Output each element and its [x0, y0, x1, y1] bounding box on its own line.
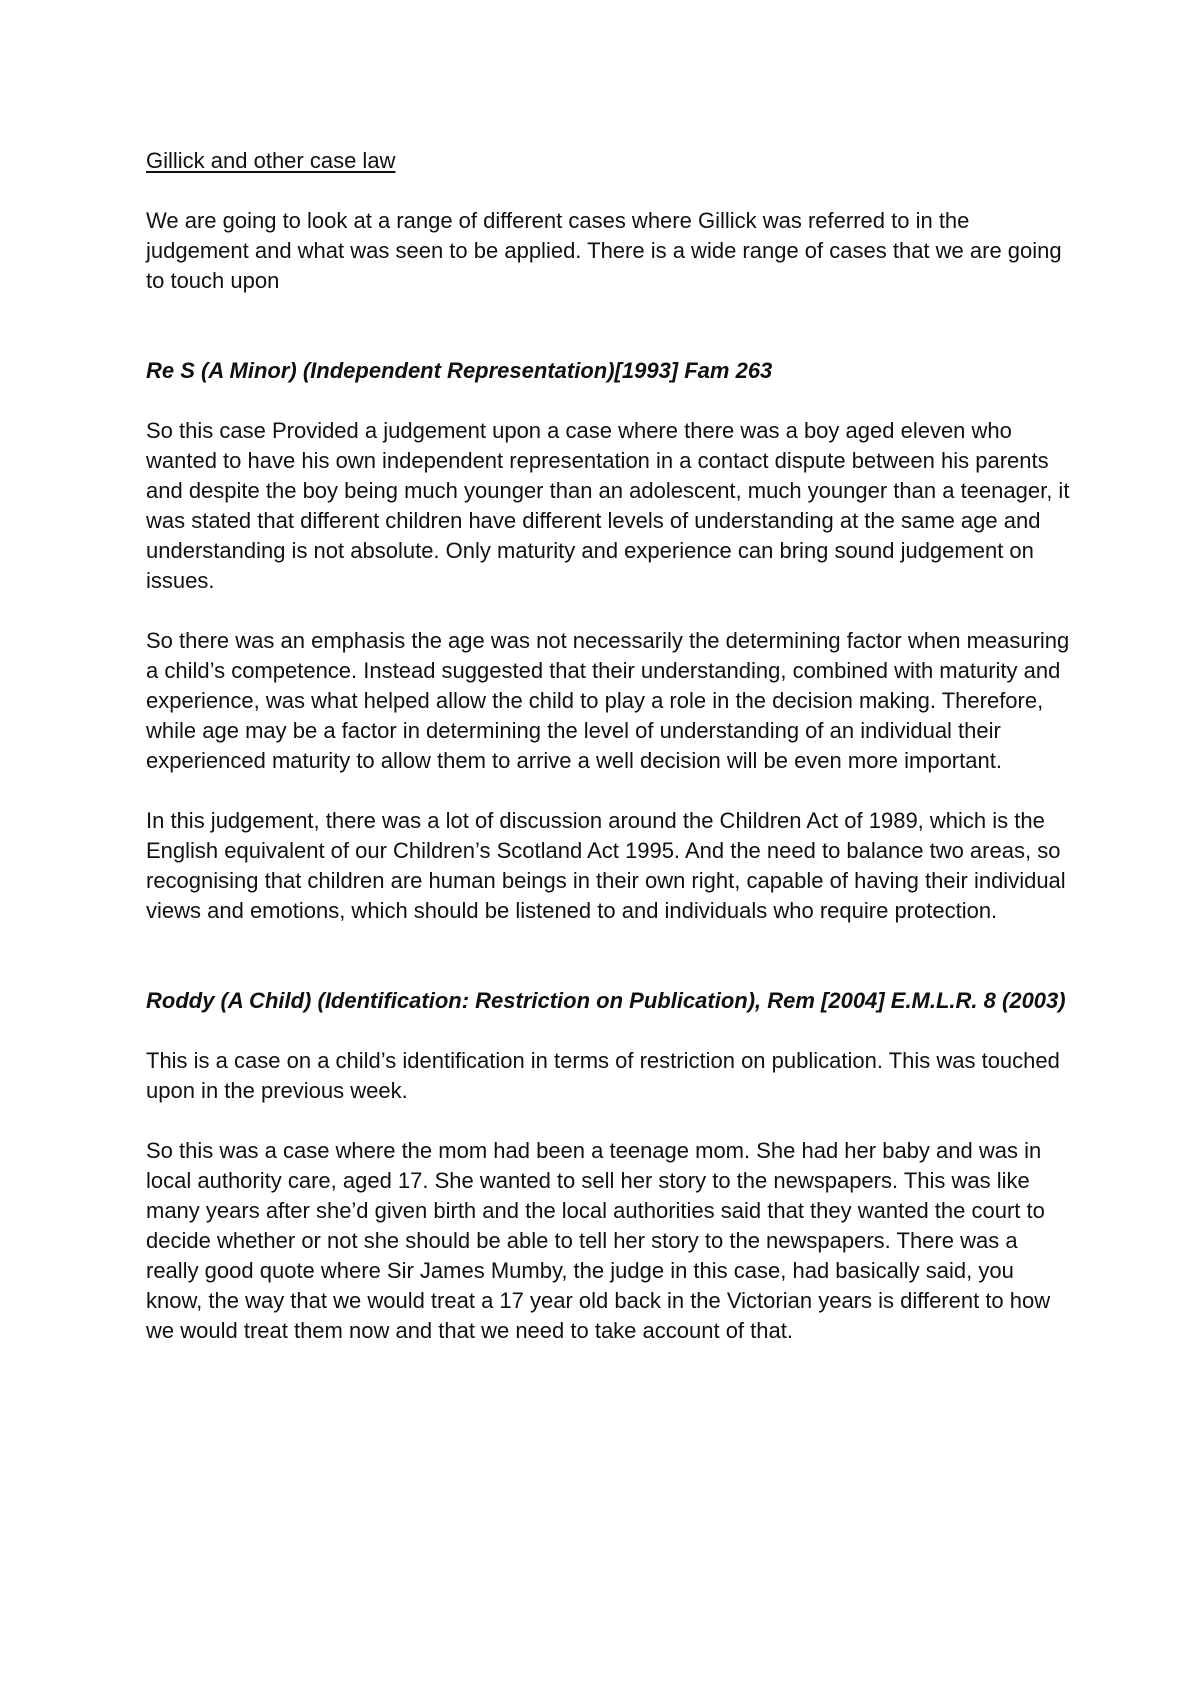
spacer	[146, 776, 1076, 806]
spacer	[146, 1016, 1076, 1046]
spacer	[146, 596, 1076, 626]
spacer	[146, 386, 1076, 416]
intro-paragraph: We are going to look at a range of different cases where Gillick was referred to in the judgement and what was seen to be applied. There is a wide range of cases that we are going to touch upon	[146, 208, 1062, 293]
spacer	[146, 176, 1076, 206]
document-title: Gillick and other case law	[146, 148, 396, 173]
case1-paragraph-2: So there was an emphasis the age was not necessarily the determining factor when measuring a child’s competence. Instead suggested that their understanding, combined with maturity and experience, was what helped allow the child to play a role in the decision making. Therefore, while age may be a factor in determining the level of understanding of an individual their experienced maturity to allow them to arrive a well decision will be even more important.	[146, 628, 1070, 773]
case-heading-roddy: Roddy (A Child) (Identification: Restriction on Publication), Rem [2004] E.M.L.R. 8 (2003)	[146, 988, 1066, 1013]
case2-paragraph-1: This is a case on a child’s identification in terms of restriction on publication. This was touched upon in the previous week.	[146, 1048, 1060, 1103]
spacer	[146, 296, 1076, 356]
case2-paragraph-2: So this was a case where the mom had been a teenage mom. She had her baby and was in local authority care, aged 17. She wanted to sell her story to the newspapers. This was like many years after she’d given birth and the local authorities said that they wanted the court to decide whether or not she should be able to tell her story to the newspapers. There was a really good quote where Sir James Mumby, the judge in this case, had basically said, you know, the way that we would treat a 17 year old back in the Victorian years is different to how we would treat them now and that we need to take account of that.	[146, 1138, 1051, 1343]
case1-paragraph-3: In this judgement, there was a lot of discussion around the Children Act of 1989, which is the English equivalent of our Children’s Scotland Act 1995. And the need to balance two areas, so recognising that children are human beings in their own right, capable of having their individual views and emotions, which should be listened to and individuals who require protection.	[146, 808, 1066, 923]
document-body	[146, 146, 1076, 1346]
case-heading-re-s: Re S (A Minor) (Independent Representation)[1993] Fam 263	[146, 358, 773, 383]
spacer	[146, 1106, 1076, 1136]
case1-paragraph-1: So this case Provided a judgement upon a case where there was a boy aged eleven who wanted to have his own independent representation in a contact dispute between his parents and despite the boy being much younger than an adolescent, much younger than a teenager, it was stated that different children have different levels of understanding at the same age and understanding is not absolute. Only maturity and experience can bring sound judgement on issues.	[146, 418, 1070, 593]
spacer	[146, 926, 1076, 986]
